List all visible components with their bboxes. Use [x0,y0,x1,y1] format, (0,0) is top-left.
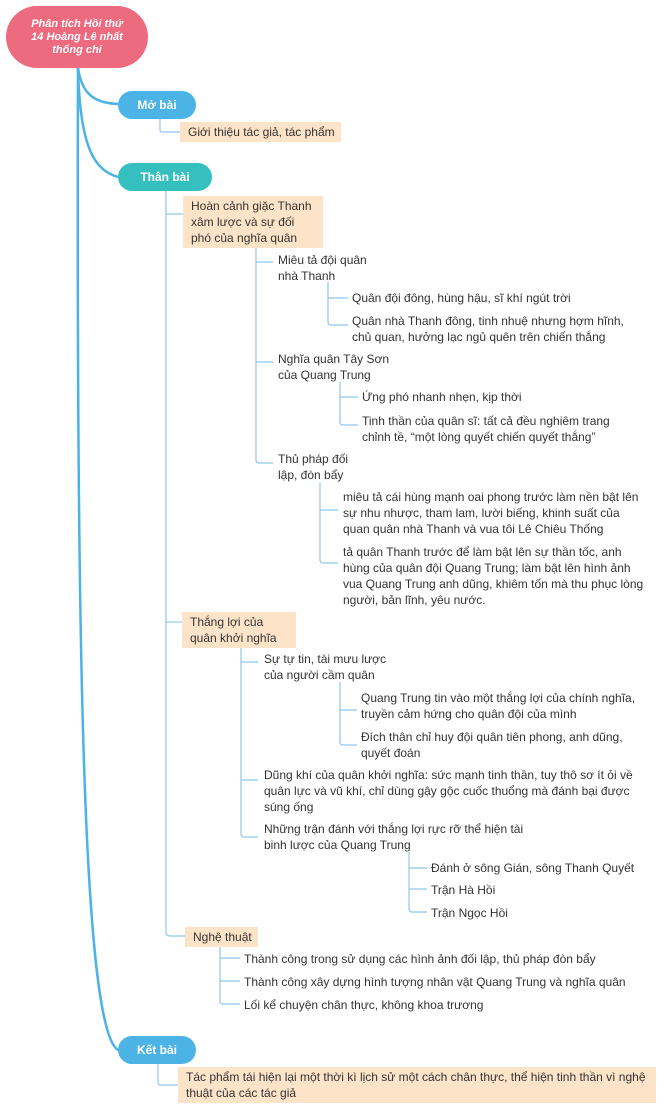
subtopic-su-tu-tin[interactable]: Sự tự tin, tài mưu lược của người cầm quân [264,652,387,682]
tran-danh-item-2[interactable]: Trận Hà Hồi [431,883,496,897]
topic-nghe-thuat[interactable]: Nghệ thuật [185,927,258,947]
subtopic-tran-danh[interactable]: Những trận đánh với thắng lợi rực rỡ thể hiện tài binh lược của Quang Trung [264,822,524,852]
section-mo-bai-label: Mở bài [137,98,177,112]
nghe-thuat-item-2[interactable]: Thành công xây dựng hình tượng nhân vật Quang Trung và nghĩa quân [244,975,626,989]
root-title: Phân tích Hồi thứ 14 Hoàng Lê nhất thống chí [31,17,123,56]
thu-phap-item-1[interactable]: miêu tả cái hùng mạnh oai phong trước làm nền bật lên sự nhu nhược, tham lam, lười biếng, khinh suất của quan quân nhà Thanh và vua tôi Lê Chiêu Thống [343,490,639,536]
tran-danh-item-3[interactable]: Trận Ngọc Hồi [431,906,508,920]
section-ket-bai-label: Kết bài [136,1043,177,1057]
su-tu-tin-item-2[interactable]: Đích thân chỉ huy đội quân tiên phong, anh dũng, quyết đoán [361,730,623,760]
topic-hoan-canh[interactable]: Hoàn cảnh giặc Thanh xâm lược và sự đối phó của nghĩa quân [183,196,323,248]
ket-bai-text[interactable]: Tác phẩm tái hiện lại một thời kì lịch sử một cách chân thực, thể hiện tinh thần vì nghệ thuật của các tác giả [178,1067,656,1103]
topic-thang-loi[interactable]: Thắng lợi của quân khởi nghĩa [182,612,296,648]
nghia-quan-item-1[interactable]: Ứng phó nhanh nhẹn, kịp thời [362,390,522,404]
dung-khi[interactable]: Dũng khí của quân khởi nghĩa: sức mạnh tinh thần, tuy thô sơ ít ỏi về quân lực và vũ khí, chỉ dùng gậy gộc cuốc thuổng mà đánh bại được súng ống [264,768,633,814]
mieu-ta-item-1[interactable]: Quân đội đông, hùng hậu, sĩ khí ngút trời [352,291,571,305]
subtopic-mieu-ta[interactable]: Miêu tả đội quân nhà Thanh [278,253,367,283]
tran-danh-item-1[interactable]: Đánh ở sông Gián, sông Thanh Quyết [431,861,635,875]
section-than-bai[interactable] [118,163,212,191]
subtopic-nghia-quan[interactable]: Nghĩa quân Tây Sơn của Quang Trung [278,352,390,382]
nghia-quan-item-2[interactable]: Tinh thần của quân sĩ: tất cả đều nghiêm trang chỉnh tề, “một lòng quyết chiến quyết thắng” [362,414,610,444]
mieu-ta-item-2[interactable]: Quân nhà Thanh đông, tinh nhuệ nhưng hợm hĩnh, chủ quan, hưởng lạc ngủ quên trên chiến thắng [352,314,624,344]
section-than-bai-label: Thân bài [140,170,190,184]
su-tu-tin-item-1[interactable]: Quang Trung tin vào một thắng lợi của chính nghĩa, truyền cảm hứng cho quân đội của mình [361,691,636,721]
section-ket-bai[interactable] [118,1036,196,1064]
section-mo-bai[interactable] [118,91,196,119]
thu-phap-item-2[interactable]: tả quân Thanh trước để làm bật lên sự thần tốc, anh hùng của quân đội Quang Trung; làm bật lên hình ảnh vua Quang Trung anh dũng, khiêm tốn mà thu phục lòng người, bản lĩnh, yêu nước. [343,545,644,607]
root-topic[interactable] [6,6,148,68]
nghe-thuat-item-1[interactable]: Thành công trong sử dụng các hình ảnh đối lập, thủ pháp đòn bẩy [244,952,596,966]
nghe-thuat-item-3[interactable]: Lối kể chuyện chân thực, không khoa trương [244,998,484,1012]
subtopic-thu-phap[interactable]: Thủ pháp đối lập, đòn bẩy [278,452,349,482]
mo-bai-intro[interactable]: Giới thiệu tác giả, tác phẩm [180,122,341,142]
